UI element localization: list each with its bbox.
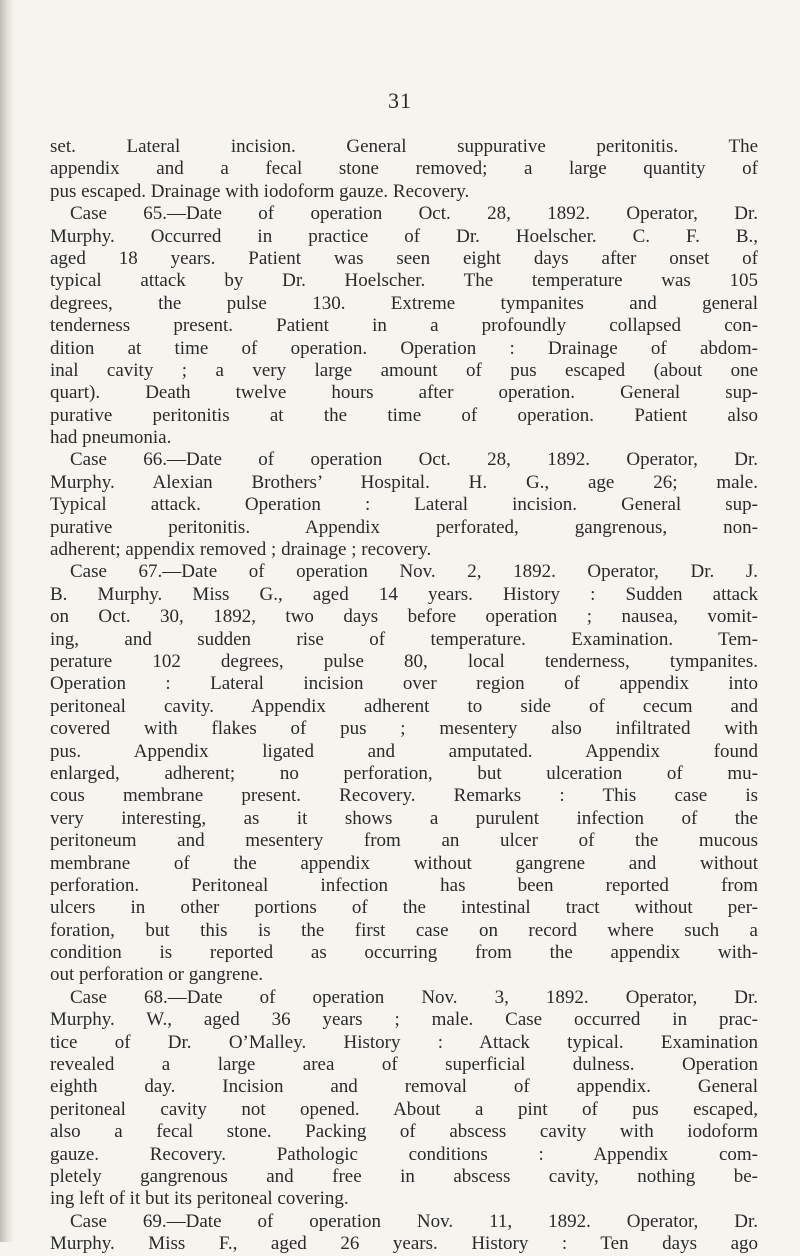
text-line: aged 18 years. Patient was seen eight days after onset of [50,247,758,269]
text-line: appendix and a fecal stone removed; a large quantity of [50,158,758,180]
text-line: on Oct. 30, 1892, two days before operation ; nausea, vomit- [50,606,758,628]
text-line: Murphy. Alexian Brothers’ Hospital. H. G., age 26; male. [50,471,758,493]
text-line: gauze. Recovery. Pathologic conditions : Appendix com- [50,1143,758,1165]
text-line: enlarged, adherent; no perforation, but ulceration of mu- [50,762,758,784]
text-line: B. Murphy. Miss G., aged 14 years. History : Sudden attack [50,583,758,605]
text-line: ing left of it but its peritoneal covering. [50,1188,349,1210]
text-line: covered with flakes of pus ; mesentery also infiltrated with [50,718,758,740]
text-line: revealed a large area of superficial dulness. Operation [50,1054,758,1076]
text-line: ulcers in other portions of the intestinal tract without per- [50,897,758,919]
text-line: Murphy. Miss F., aged 26 years. History : Ten days ago [50,1233,758,1255]
text-line: inal cavity ; a very large amount of pus escaped (about one [50,359,758,381]
text-line: Murphy. Occurred in practice of Dr. Hoelscher. C. F. B., [50,225,758,247]
text-line: pletely gangrenous and free in abscess cavity, nothing be- [50,1165,758,1187]
text-line: degrees, the pulse 130. Extreme tympanites and general [50,292,758,314]
text-line: also a fecal stone. Packing of abscess cavity with iodoform [50,1121,758,1143]
text-line: perature 102 degrees, pulse 80, local tenderness, tympanites. [50,650,758,672]
text-line: peritoneal cavity not opened. About a pint of pus escaped, [50,1098,758,1120]
text-line: pus escaped. Drainage with iodoform gauze. Recovery. [50,180,470,202]
text-line: Case 69.—Date of operation Nov. 11, 1892. Operator, Dr. [70,1210,758,1232]
text-line: perforation. Peritoneal infection has been reported from [50,874,758,896]
text-line: out perforation or gangrene. [50,964,264,986]
text-line: pus. Appendix ligated and amputated. Appendix found [50,740,758,762]
text-line: typical attack by Dr. Hoelscher. The temperature was 105 [50,270,758,292]
text-line: peritoneum and mesentery from an ulcer of the mucous [50,830,758,852]
text-line: tice of Dr. O’Malley. History : Attack typical. Examination [50,1031,758,1053]
text-line: dition at time of operation. Operation : Drainage of abdom- [50,337,758,359]
text-line: had pneumonia. [50,427,172,449]
text-line: very interesting, as it shows a purulent infection of the [50,807,758,829]
text-line: tenderness present. Patient in a profoundly collapsed con- [50,315,758,337]
text-line: quart). Death twelve hours after operation. General sup- [50,382,758,404]
page-body-text [50,136,758,1256]
book-spine-shadow [0,0,14,1242]
text-line: purative peritonitis at the time of operation. Patient also [50,404,758,426]
text-line: Murphy. W., aged 36 years ; male. Case occurred in prac- [50,1009,758,1031]
text-line: Case 68.—Date of operation Nov. 3, 1892. Operator, Dr. [70,986,758,1008]
text-line: cous membrane present. Recovery. Remarks : This case is [50,785,758,807]
text-line: set. Lateral incision. General suppurative peritonitis. The [50,136,758,157]
text-line: adherent; appendix removed ; drainage ; recovery. [50,539,432,561]
text-line: Operation : Lateral incision over region of appendix into [50,673,758,695]
text-line: Case 66.—Date of operation Oct. 28, 1892. Operator, Dr. [70,449,758,471]
page-number: 31 [388,88,412,113]
text-line: Case 67.—Date of operation Nov. 2, 1892. Operator, Dr. J. [70,561,758,583]
text-line: Typical attack. Operation : Lateral incision. General sup- [50,494,758,516]
text-line: foration, but this is the first case on record where such a [50,919,758,941]
text-line: purative peritonitis. Appendix perforated, gangrenous, non- [50,516,758,538]
text-line: Case 65.—Date of operation Oct. 28, 1892. Operator, Dr. [70,203,758,225]
text-line: condition is reported as occurring from the appendix with- [50,942,758,964]
text-line: peritoneal cavity. Appendix adherent to side of cecum and [50,695,758,717]
text-line: membrane of the appendix without gangrene and without [50,852,758,874]
text-line: eighth day. Incision and removal of appendix. General [50,1076,758,1098]
text-line: ing, and sudden rise of temperature. Examination. Tem- [50,628,758,650]
